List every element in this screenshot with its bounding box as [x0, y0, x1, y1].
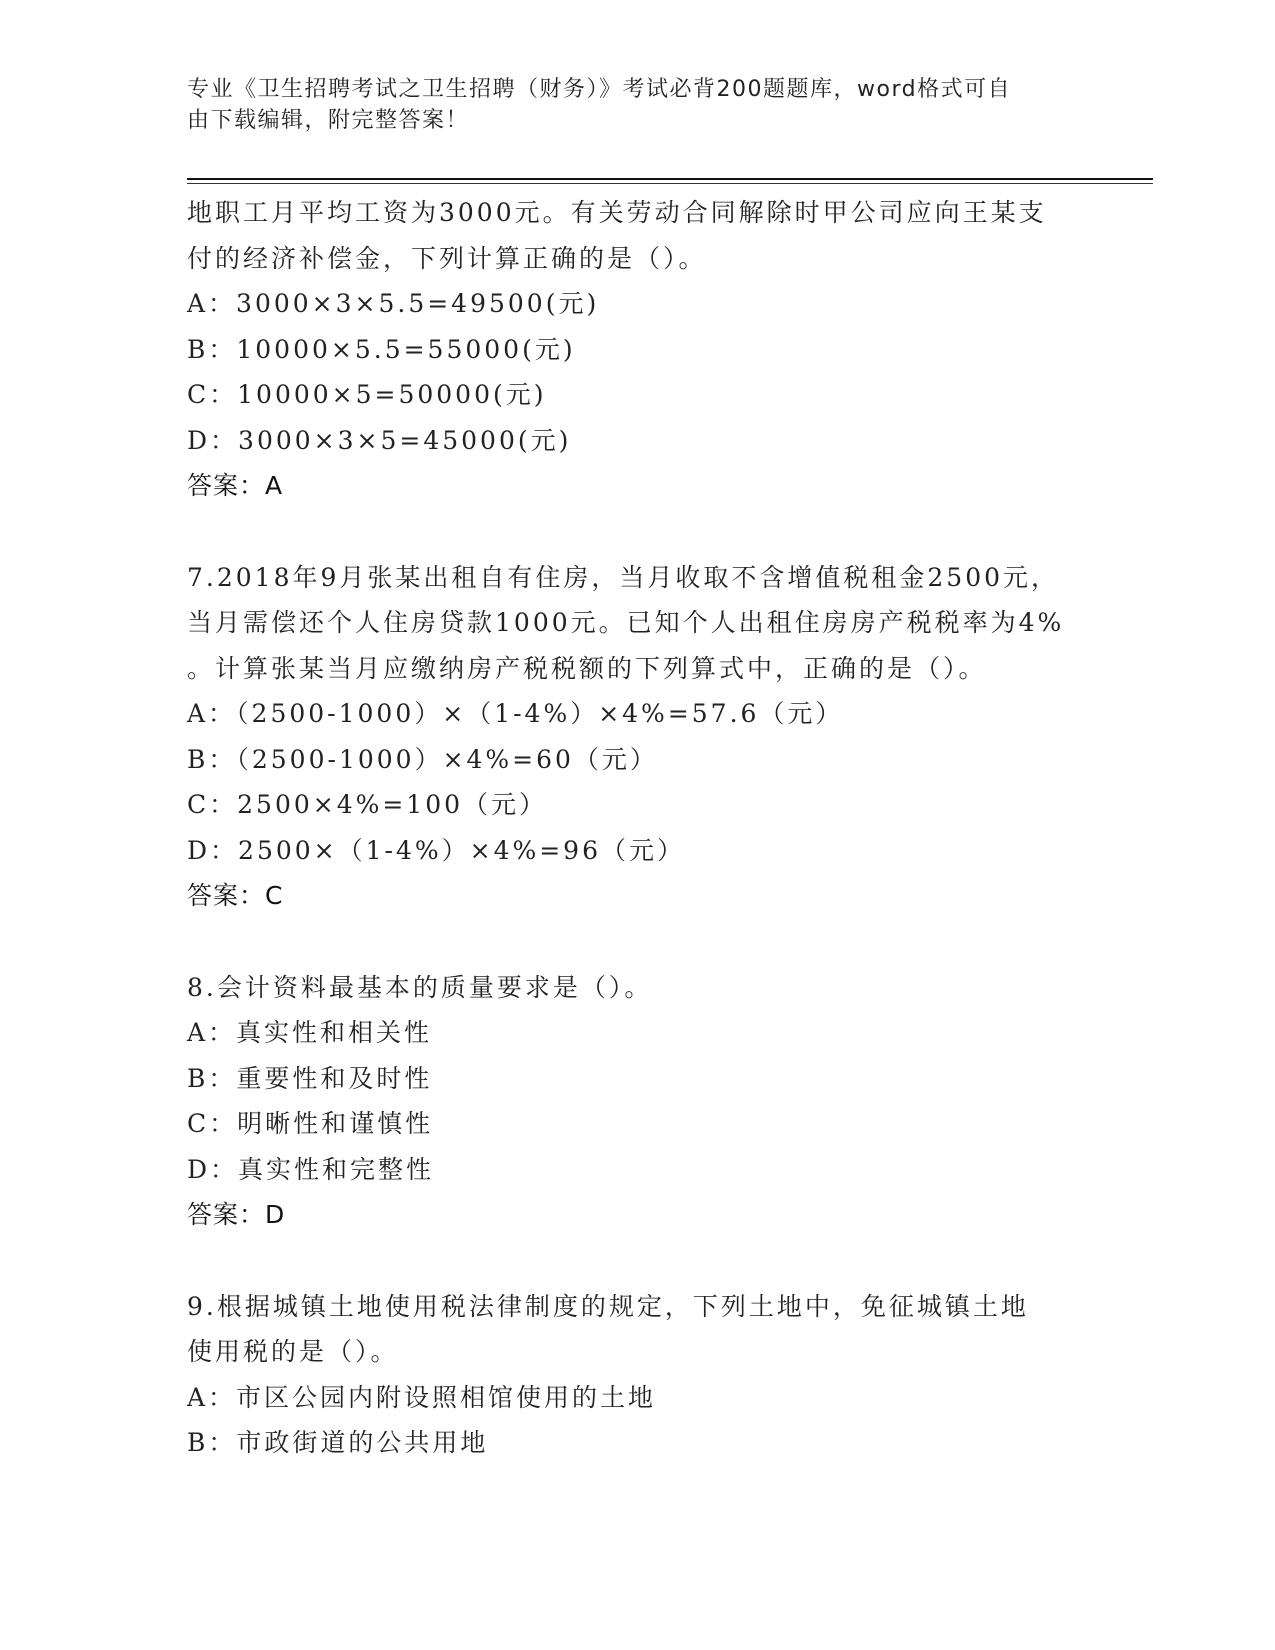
option-b: B：市政街道的公共用地 [187, 1428, 489, 1457]
header-line-1: 专业《卫生招聘考试之卫生招聘（财务）》考试必背200题题库，word格式可自 [187, 77, 1012, 102]
option-d: D：真实性和完整性 [187, 1154, 435, 1184]
question-stem-line: 9.根据城镇土地使用税法律制度的规定，下列土地中，免征城镇土地 [187, 1291, 1029, 1321]
option-a: A：真实性和相关性 [187, 1018, 433, 1047]
option-c: C：10000×5=50000(元) [187, 380, 547, 409]
option-c: C：明晰性和谨慎性 [187, 1109, 434, 1138]
option-a: A：（2500-1000）×（1-4%）×4%=57.6（元） [187, 699, 844, 728]
question-spacer [187, 1238, 1087, 1284]
header-divider-thick [187, 178, 1153, 180]
option-b: B：（2500-1000）×4%=60（元） [187, 744, 658, 774]
document-body [187, 190, 1087, 1466]
option-b: B：重要性和及时性 [187, 1063, 433, 1093]
document-header [187, 74, 1067, 136]
option-a: A：3000×3×5.5=49500(元) [187, 289, 600, 318]
option-b: B：10000×5.5=55000(元) [187, 334, 576, 364]
answer-line: 答案：D [187, 1200, 286, 1229]
question-stem-line: 地职工月平均工资为3000元。有关劳动合同解除时甲公司应向王某支 [187, 198, 1047, 227]
option-d: D：2500×（1-4%）×4%=96（元） [187, 835, 685, 865]
question-9 [187, 1284, 1087, 1466]
question-spacer [187, 509, 1087, 555]
answer-line: 答案：C [187, 881, 284, 910]
question-stem-line: 8.会计资料最基本的质量要求是（）。 [187, 972, 653, 1002]
question-6 [187, 190, 1087, 509]
header-divider-thin [187, 183, 1153, 184]
question-stem-line: 。计算张某当月应缴纳房产税税额的下列算式中，正确的是（）。 [187, 653, 987, 683]
answer-line: 答案：A [187, 471, 284, 500]
question-7 [187, 555, 1087, 919]
option-a: A：市区公园内附设照相馆使用的土地 [187, 1382, 657, 1412]
question-stem-line: 付的经济补偿金，下列计算正确的是（）。 [187, 243, 707, 273]
question-spacer [187, 919, 1087, 965]
question-stem-line: 7.2018年9月张某出租自有住房，当月收取不含增值税租金2500元， [187, 562, 1060, 592]
question-stem-line: 使用税的是（）。 [187, 1337, 399, 1366]
question-8 [187, 965, 1087, 1238]
question-stem-line: 当月需偿还个人住房贷款1000元。已知个人出租住房房产税税率为4% [187, 608, 1065, 637]
option-c: C：2500×4%=100（元） [187, 790, 548, 819]
option-d: D：3000×3×5=45000(元) [187, 425, 572, 455]
header-line-2: 由下载编辑，附完整答案！ [187, 108, 470, 133]
